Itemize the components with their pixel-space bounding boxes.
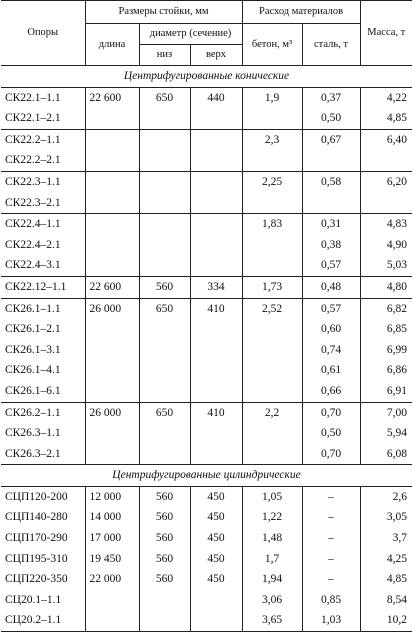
table-row xyxy=(1,193,412,214)
cell-concrete: 1,9 xyxy=(242,87,302,108)
cell-steel: 0,70 xyxy=(302,444,360,465)
cell-diameter-bottom: 560 xyxy=(139,486,190,507)
cell-steel: 0,50 xyxy=(302,108,360,129)
cell-concrete xyxy=(242,444,302,465)
cell-support-name: СК22.1–2.1 xyxy=(1,108,85,129)
cell-support-name: СК26.2–1.1 xyxy=(1,402,85,423)
cell-steel: – xyxy=(302,486,360,507)
header-diameter: диаметр (сечение) xyxy=(139,24,242,45)
cell-concrete xyxy=(242,319,302,340)
cell-length: 22 600 xyxy=(85,276,139,298)
cell-concrete: 3,06 xyxy=(242,590,302,611)
cell-concrete xyxy=(242,235,302,256)
cell-mass: 6,91 xyxy=(360,381,412,402)
cell-support-name: СК22.4–2.1 xyxy=(1,235,85,256)
cell-diameter-top xyxy=(190,423,242,444)
cell-diameter-top: 450 xyxy=(190,528,242,549)
cell-mass: 6,40 xyxy=(360,129,412,150)
cell-diameter-top xyxy=(190,610,242,631)
cell-concrete: 2,25 xyxy=(242,171,302,192)
cell-diameter-bottom xyxy=(139,444,190,465)
table-row xyxy=(1,87,412,108)
cell-support-name: СК22.2–1.1 xyxy=(1,129,85,150)
cell-steel: 0,50 xyxy=(302,423,360,444)
cell-steel: 0,58 xyxy=(302,171,360,192)
cell-length xyxy=(85,340,139,361)
cell-steel: 1,03 xyxy=(302,610,360,631)
cell-mass xyxy=(360,150,412,171)
cell-support-name: СЦП220-350 xyxy=(1,569,85,590)
cell-diameter-bottom: 560 xyxy=(139,276,190,298)
table-row xyxy=(1,610,412,631)
cell-diameter-bottom xyxy=(139,193,190,214)
cell-mass: 4,22 xyxy=(360,87,412,108)
cell-diameter-bottom xyxy=(139,423,190,444)
cell-mass: 4,25 xyxy=(360,549,412,570)
supports-table xyxy=(1,0,412,632)
cell-diameter-bottom xyxy=(139,319,190,340)
cell-mass: 4,90 xyxy=(360,235,412,256)
cell-diameter-top xyxy=(190,171,242,192)
cell-diameter-bottom xyxy=(139,171,190,192)
cell-support-name: СК22.3–2.1 xyxy=(1,193,85,214)
table-row xyxy=(1,360,412,381)
header-top: верх xyxy=(190,45,242,66)
table-row xyxy=(1,340,412,361)
cell-steel xyxy=(302,193,360,214)
cell-mass: 6,85 xyxy=(360,319,412,340)
cell-mass: 5,03 xyxy=(360,255,412,276)
cell-steel: 0,70 xyxy=(302,402,360,423)
cell-diameter-top xyxy=(190,381,242,402)
table-row xyxy=(1,255,412,276)
header-concrete: бетон, м³ xyxy=(242,24,302,66)
cell-diameter-top xyxy=(190,129,242,150)
table-row xyxy=(1,150,412,171)
table-row xyxy=(1,423,412,444)
header-materials: Расход материалов xyxy=(242,1,360,24)
table-row xyxy=(1,528,412,549)
cell-steel: 0,60 xyxy=(302,319,360,340)
cell-concrete: 2,52 xyxy=(242,298,302,319)
cell-length xyxy=(85,610,139,631)
cell-support-name: СК26.1–2.1 xyxy=(1,319,85,340)
cell-mass: 8,54 xyxy=(360,590,412,611)
cell-mass: 6,86 xyxy=(360,360,412,381)
cell-length xyxy=(85,171,139,192)
cell-concrete: 1,48 xyxy=(242,528,302,549)
table-header xyxy=(1,1,412,66)
cell-support-name: СК26.3–1.1 xyxy=(1,423,85,444)
cell-support-name: СЦП120-200 xyxy=(1,486,85,507)
cell-concrete: 3,65 xyxy=(242,610,302,631)
cell-steel: – xyxy=(302,507,360,528)
cell-support-name: СЦП140-280 xyxy=(1,507,85,528)
cell-mass: 6,82 xyxy=(360,298,412,319)
cell-support-name: СЦП195-310 xyxy=(1,549,85,570)
cell-concrete xyxy=(242,108,302,129)
cell-diameter-top xyxy=(190,193,242,214)
cell-mass: 10,2 xyxy=(360,610,412,631)
cell-steel: – xyxy=(302,569,360,590)
cell-diameter-top xyxy=(190,214,242,235)
cell-concrete xyxy=(242,381,302,402)
table-row xyxy=(1,507,412,528)
cell-concrete: 2,2 xyxy=(242,402,302,423)
cell-diameter-bottom: 650 xyxy=(139,402,190,423)
cell-concrete: 1,73 xyxy=(242,276,302,298)
cell-diameter-bottom xyxy=(139,129,190,150)
cell-diameter-bottom xyxy=(139,381,190,402)
cell-length: 22 600 xyxy=(85,87,139,108)
cell-concrete xyxy=(242,360,302,381)
cell-steel: 0,66 xyxy=(302,381,360,402)
cell-length xyxy=(85,129,139,150)
cell-diameter-bottom: 560 xyxy=(139,549,190,570)
cell-diameter-top xyxy=(190,150,242,171)
cell-diameter-top: 410 xyxy=(190,402,242,423)
cell-support-name: СК26.1–6.1 xyxy=(1,381,85,402)
cell-diameter-bottom: 560 xyxy=(139,507,190,528)
cell-diameter-bottom xyxy=(139,590,190,611)
cell-support-name: СЦ20.2–1.1 xyxy=(1,610,85,631)
table-row xyxy=(1,549,412,570)
cell-diameter-bottom xyxy=(139,214,190,235)
header-length: длина xyxy=(85,24,139,66)
cell-steel: 0,57 xyxy=(302,255,360,276)
table-row xyxy=(1,276,412,298)
cell-diameter-top: 410 xyxy=(190,298,242,319)
cell-diameter-top: 440 xyxy=(190,87,242,108)
table-row xyxy=(1,381,412,402)
cell-diameter-top: 450 xyxy=(190,549,242,570)
cell-support-name: СК26.1–1.1 xyxy=(1,298,85,319)
cell-support-name: СК22.3–1.1 xyxy=(1,171,85,192)
table-row xyxy=(1,444,412,465)
cell-diameter-top xyxy=(190,444,242,465)
cell-support-name: СК22.2–2.1 xyxy=(1,150,85,171)
section-title: Центрифугированные цилиндрические xyxy=(1,465,412,487)
cell-concrete: 1,83 xyxy=(242,214,302,235)
cell-diameter-top xyxy=(190,255,242,276)
cell-diameter-top: 450 xyxy=(190,507,242,528)
cell-diameter-bottom xyxy=(139,150,190,171)
cell-concrete: 1,7 xyxy=(242,549,302,570)
header-supports: Опоры xyxy=(1,1,85,66)
cell-mass: 4,85 xyxy=(360,108,412,129)
cell-concrete xyxy=(242,150,302,171)
cell-length: 22 000 xyxy=(85,569,139,590)
cell-diameter-bottom xyxy=(139,108,190,129)
cell-length xyxy=(85,193,139,214)
cell-length xyxy=(85,235,139,256)
cell-mass: 2,6 xyxy=(360,486,412,507)
cell-steel: 0,38 xyxy=(302,235,360,256)
cell-length xyxy=(85,319,139,340)
table-row xyxy=(1,235,412,256)
cell-mass: 5,94 xyxy=(360,423,412,444)
cell-support-name: СК22.4–1.1 xyxy=(1,214,85,235)
header-bottom: низ xyxy=(139,45,190,66)
cell-concrete: 2,3 xyxy=(242,129,302,150)
cell-support-name: СЦ20.1–1.1 xyxy=(1,590,85,611)
cell-support-name: СК26.1–4.1 xyxy=(1,360,85,381)
section-row xyxy=(1,66,412,88)
table-row xyxy=(1,171,412,192)
cell-length: 14 000 xyxy=(85,507,139,528)
cell-mass: 6,99 xyxy=(360,340,412,361)
table-row xyxy=(1,402,412,423)
cell-diameter-bottom: 650 xyxy=(139,87,190,108)
cell-concrete: 1,94 xyxy=(242,569,302,590)
header-steel: сталь, т xyxy=(302,24,360,66)
section-row xyxy=(1,465,412,487)
header-post-sizes: Размеры стойки, мм xyxy=(85,1,242,24)
cell-mass: 6,20 xyxy=(360,171,412,192)
cell-diameter-top: 450 xyxy=(190,486,242,507)
cell-steel xyxy=(302,150,360,171)
cell-diameter-top xyxy=(190,590,242,611)
cell-diameter-top xyxy=(190,319,242,340)
cell-length xyxy=(85,590,139,611)
table-row xyxy=(1,569,412,590)
cell-support-name: СК26.1–3.1 xyxy=(1,340,85,361)
cell-diameter-top xyxy=(190,108,242,129)
cell-length xyxy=(85,150,139,171)
cell-steel: – xyxy=(302,549,360,570)
cell-length xyxy=(85,108,139,129)
cell-diameter-bottom: 650 xyxy=(139,298,190,319)
cell-diameter-top xyxy=(190,340,242,361)
cell-steel: 0,48 xyxy=(302,276,360,298)
cell-diameter-top xyxy=(190,235,242,256)
cell-diameter-top: 450 xyxy=(190,569,242,590)
table-row xyxy=(1,298,412,319)
cell-steel: 0,31 xyxy=(302,214,360,235)
cell-support-name: СК22.12–1.1 xyxy=(1,276,85,298)
cell-length: 19 450 xyxy=(85,549,139,570)
cell-steel: 0,67 xyxy=(302,129,360,150)
cell-concrete xyxy=(242,423,302,444)
table-row xyxy=(1,108,412,129)
cell-diameter-bottom xyxy=(139,340,190,361)
cell-length xyxy=(85,255,139,276)
table-body xyxy=(1,66,412,632)
cell-steel: – xyxy=(302,528,360,549)
cell-concrete xyxy=(242,255,302,276)
cell-diameter-bottom xyxy=(139,610,190,631)
cell-steel: 0,57 xyxy=(302,298,360,319)
header-mass: Масса, т xyxy=(360,1,412,66)
cell-diameter-bottom xyxy=(139,360,190,381)
cell-mass xyxy=(360,193,412,214)
cell-concrete: 1,22 xyxy=(242,507,302,528)
cell-diameter-top xyxy=(190,360,242,381)
cell-concrete: 1,05 xyxy=(242,486,302,507)
cell-steel: 0,37 xyxy=(302,87,360,108)
cell-length xyxy=(85,214,139,235)
cell-length xyxy=(85,381,139,402)
cell-diameter-bottom xyxy=(139,255,190,276)
cell-mass: 7,00 xyxy=(360,402,412,423)
cell-length: 17 000 xyxy=(85,528,139,549)
cell-concrete xyxy=(242,340,302,361)
cell-length xyxy=(85,423,139,444)
table-row xyxy=(1,319,412,340)
cell-steel: 0,85 xyxy=(302,590,360,611)
cell-diameter-bottom: 560 xyxy=(139,569,190,590)
cell-length: 26 000 xyxy=(85,298,139,319)
cell-length xyxy=(85,360,139,381)
table-row xyxy=(1,486,412,507)
cell-diameter-bottom xyxy=(139,235,190,256)
cell-support-name: СЦП170-290 xyxy=(1,528,85,549)
table-row xyxy=(1,590,412,611)
cell-mass: 4,85 xyxy=(360,569,412,590)
cell-support-name: СК22.1–1.1 xyxy=(1,87,85,108)
cell-mass: 4,80 xyxy=(360,276,412,298)
cell-mass: 3,7 xyxy=(360,528,412,549)
cell-length xyxy=(85,444,139,465)
cell-steel: 0,61 xyxy=(302,360,360,381)
cell-diameter-top: 334 xyxy=(190,276,242,298)
cell-length: 12 000 xyxy=(85,486,139,507)
table-row xyxy=(1,129,412,150)
cell-support-name: СК26.3–2.1 xyxy=(1,444,85,465)
cell-mass: 3,05 xyxy=(360,507,412,528)
cell-diameter-bottom: 560 xyxy=(139,528,190,549)
cell-mass: 6,08 xyxy=(360,444,412,465)
section-title: Центрифугированные конические xyxy=(1,66,412,88)
table-row xyxy=(1,214,412,235)
cell-steel: 0,74 xyxy=(302,340,360,361)
cell-length: 26 000 xyxy=(85,402,139,423)
cell-mass: 4,83 xyxy=(360,214,412,235)
cell-support-name: СК22.4–3.1 xyxy=(1,255,85,276)
cell-concrete xyxy=(242,193,302,214)
